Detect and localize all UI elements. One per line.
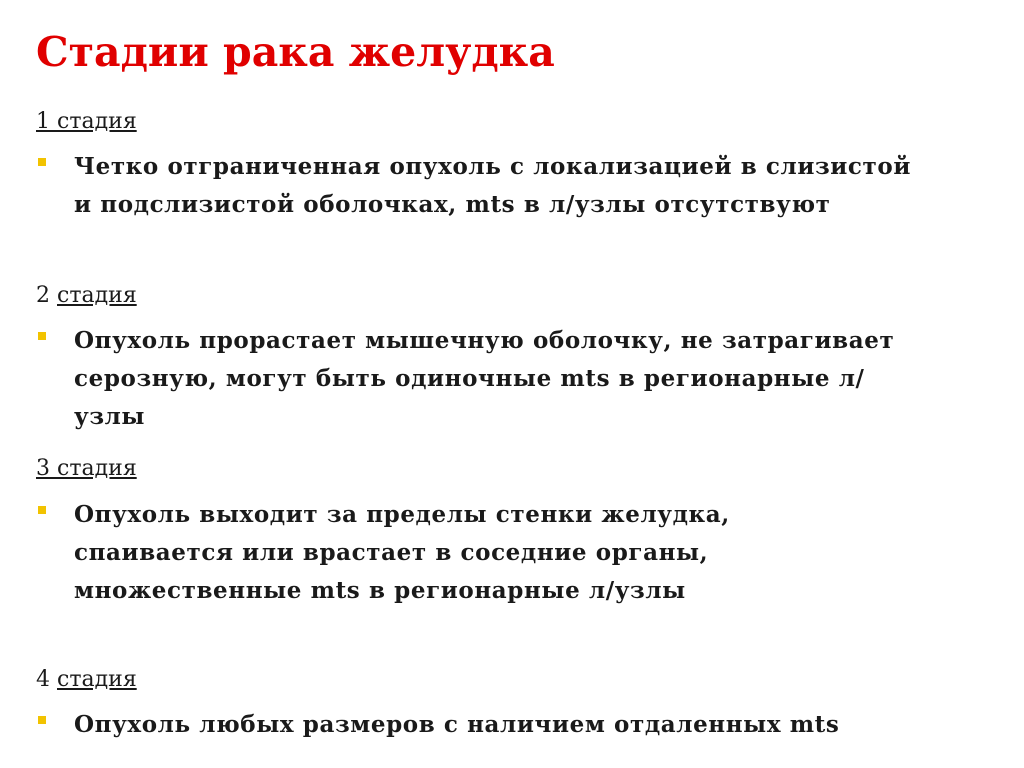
stage-2-description: Опухоль прорастает мышечную оболочку, не затрагивает серозную, могут быть одиночные mts в регионарные л/узлы — [74, 327, 895, 430]
stage-4-description: Опухоль любых размеров с наличием отдаленных mts — [74, 711, 840, 738]
stage-2-heading — [36, 282, 137, 310]
square-bullet-icon — [38, 332, 46, 340]
stage-1-bullet — [36, 148, 996, 224]
stage-4-number: 4 — [36, 667, 50, 692]
stage-1-number: 1 — [36, 109, 50, 134]
stage-4-word: стадия — [57, 667, 137, 692]
stage-1-description: Четко отграниченная опухоль с локализацией в слизистой и подслизистой оболочках, mts в л/узлы отсутствуют — [74, 153, 911, 218]
stage-3-description: Опухоль выходит за пределы стенки желудка, спаивается или врастает в соседние органы, множественные mts в регионарные л/узлы — [74, 501, 730, 604]
stage-2-number: 2 — [36, 283, 50, 308]
stage-3-heading — [36, 455, 137, 483]
stage-4-bullet — [36, 706, 996, 744]
stage-3-number: 3 — [36, 456, 50, 481]
stage-1-heading — [36, 108, 137, 136]
square-bullet-icon — [38, 158, 46, 166]
stage-1-word: стадия — [57, 109, 137, 134]
stage-4-heading — [36, 666, 137, 694]
square-bullet-icon — [38, 716, 46, 724]
stage-3-bullet — [36, 496, 996, 610]
slide-title: Стадии рака желудка — [36, 28, 555, 76]
stage-3-word: стадия — [57, 456, 137, 481]
square-bullet-icon — [38, 506, 46, 514]
stage-2-bullet — [36, 322, 996, 436]
stage-2-word: стадия — [57, 283, 137, 308]
